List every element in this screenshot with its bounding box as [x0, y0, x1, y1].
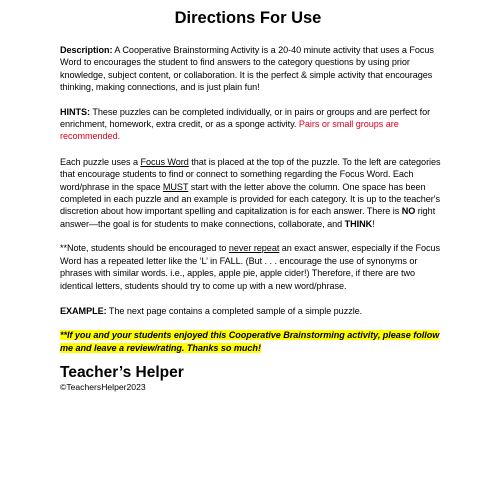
focus-word-paragraph [60, 156, 444, 230]
brand-name: Teacher’s Helper [60, 364, 184, 382]
focus-text-5: ! [372, 218, 375, 229]
description-label: Description: [60, 45, 113, 55]
review-request-text: **If you and your students enjoyed this Cooperative Brainstorming activity, please follow me and leave a review/rating. Thanks so much! [60, 330, 440, 353]
copyright: ©TeachersHelper2023 [60, 382, 146, 393]
note-text-2: an exact answer, especially if the Focus Word has a repeated letter like the ‘L’ in FALL. (But . . . encourage the use of synonyms or phrases with similar words. i.e., apples, apple pie, apple cider!) Therefore, if there are two identical letters, students should try to come up with a new word/phrase. [60, 243, 441, 291]
hints-recommendation: Pairs or small groups are recommended. [60, 119, 399, 142]
hints-label: HINTS: [60, 106, 91, 117]
description-paragraph [60, 44, 444, 94]
focus-text-3: start with the letter above the column. One space has been completed in each puzzle and an example is provided for each category. It is up to the teacher's discretion about how important spelling and capitalization is for each answer. There is [60, 181, 440, 217]
example-text: The next page contains a completed sample of a simple puzzle. [106, 305, 363, 316]
must-emphasis: MUST [162, 181, 189, 192]
hints-text: These puzzles can be completed individually, or in pairs or groups and are perfect for enrichment, homework, extra credit, or as a sponge activity. [60, 106, 431, 130]
think-emphasis: THINK [344, 218, 373, 229]
focus-text-2: that is placed at the top of the puzzle. To the left are categories that encourage students to find or connect to something regarding the Focus Word. Each word/phrase in the space [60, 156, 441, 192]
description-text: A Cooperative Brainstorming Activity is a 20-40 minute activity that uses a Focus Word to encourages the student to find answers to the category questions by using prior knowledge, subject content, or collaboration. It is the perfect & simple activity that encourages thinking, making connections, and is just plain fun! [60, 45, 434, 93]
focus-word-term: Focus Word [140, 156, 189, 167]
example-paragraph [60, 305, 444, 317]
note-paragraph [60, 242, 444, 292]
page-title: Directions For Use [174, 9, 322, 27]
never-repeat-emphasis: never repeat [228, 243, 280, 254]
review-request [60, 329, 444, 354]
focus-text-4: right answer—the goal is for students to make connections, collaborate, and [60, 206, 436, 229]
no-emphasis: NO [401, 206, 416, 217]
note-text-1: **Note, students should be encouraged to [60, 243, 229, 254]
hints-paragraph [60, 106, 444, 143]
focus-text-1: Each puzzle uses a [60, 156, 141, 167]
example-label: EXAMPLE: [60, 305, 107, 316]
